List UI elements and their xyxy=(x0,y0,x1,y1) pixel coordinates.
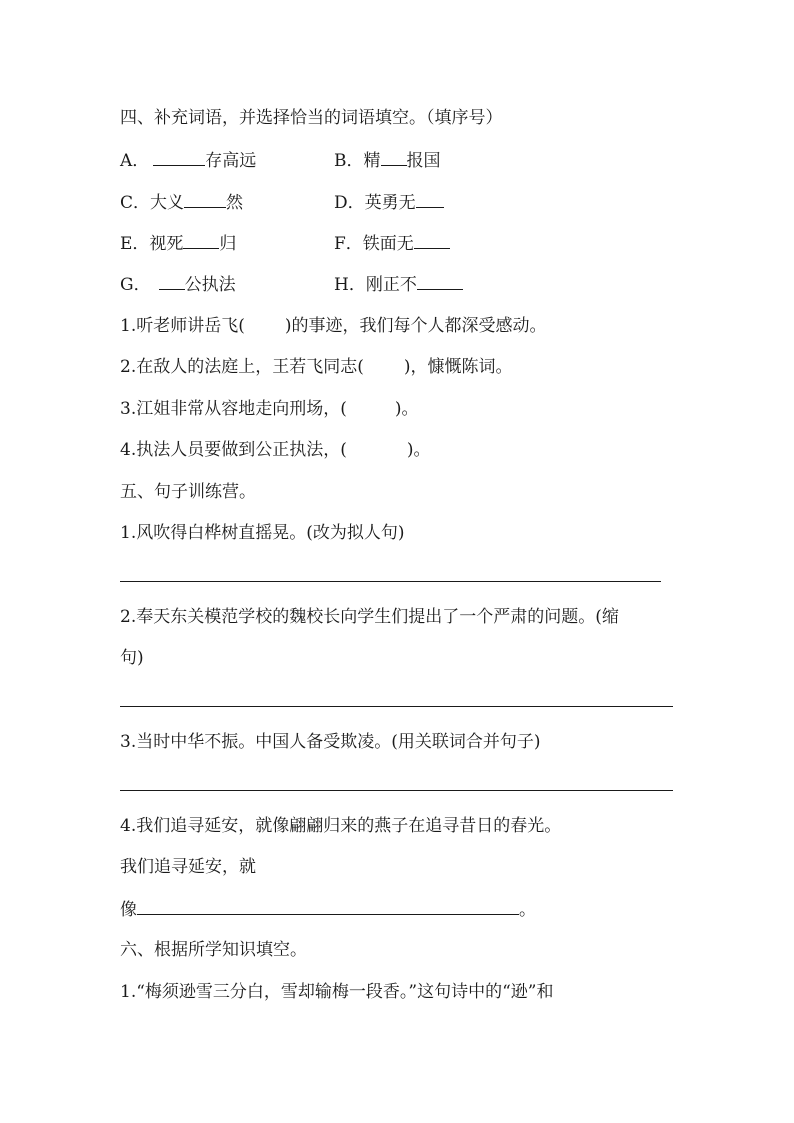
question-6-1: 1.“梅须逊雪三分白，雪却输梅一段香。”这句诗中的“逊”和 xyxy=(120,982,554,1002)
option-g: G． 公执法 xyxy=(120,275,236,295)
section-4-heading: 四、补充词语，并选择恰当的词语填空。（填序号） xyxy=(120,108,503,128)
question-5-4: 4.我们追寻延安，就像翩翩归来的燕子在追寻昔日的春光。 xyxy=(120,816,562,836)
option-b-blank[interactable] xyxy=(381,148,407,166)
option-row-ef xyxy=(120,231,680,256)
question-5-4-answer-row: 像 。 xyxy=(120,897,536,922)
section-5-heading: 五、句子训练营。 xyxy=(120,482,256,502)
option-f: F．铁面无 xyxy=(334,231,450,256)
question-5-4-prompt: 我们追寻延安，就 xyxy=(120,857,256,877)
answer-line-5-3[interactable] xyxy=(120,790,673,791)
answer-line-5-4[interactable] xyxy=(137,897,519,915)
option-h: H．刚正不 xyxy=(334,272,463,297)
section-6-heading: 六、根据所学知识填空。 xyxy=(120,940,307,960)
option-d: D．英勇无 xyxy=(334,190,444,215)
option-a: A． 存高远 xyxy=(120,151,256,171)
option-g-blank[interactable] xyxy=(159,272,185,290)
option-a-blank[interactable] xyxy=(153,148,205,166)
question-5-3: 3.当时中华不振。中国人备受欺凌。(用关联词合并句子) xyxy=(120,732,541,752)
option-b: B．精 报国 xyxy=(334,148,441,173)
answer-line-5-1[interactable] xyxy=(120,581,661,582)
question-5-1: 1.风吹得白桦树直摇晃。(改为拟人句) xyxy=(120,523,405,543)
option-c-blank[interactable] xyxy=(184,190,226,208)
option-c: C．大义 然 xyxy=(120,193,243,213)
fill-sentence-2: 2.在敌人的法庭上，王若飞同志( )，慷慨陈词。 xyxy=(120,357,513,377)
option-f-blank[interactable] xyxy=(414,231,450,249)
option-row-gh xyxy=(120,272,680,297)
option-h-blank[interactable] xyxy=(417,272,463,290)
question-5-2-line2: 句) xyxy=(120,648,144,668)
option-e: E．视死 归 xyxy=(120,234,236,254)
option-e-blank[interactable] xyxy=(183,231,219,249)
fill-sentence-4: 4.执法人员要做到公正执法，( )。 xyxy=(120,440,431,460)
question-5-2-line1: 2.奉天东关模范学校的魏校长向学生们提出了一个严肃的问题。(缩 xyxy=(120,607,619,627)
option-row-ab xyxy=(120,148,680,173)
answer-line-5-2[interactable] xyxy=(120,706,673,707)
option-d-blank[interactable] xyxy=(416,190,444,208)
fill-sentence-1: 1.听老师讲岳飞( )的事迹，我们每个人都深受感动。 xyxy=(120,316,547,336)
option-row-cd xyxy=(120,190,680,215)
fill-sentence-3: 3.江姐非常从容地走向刑场，( )。 xyxy=(120,399,419,419)
